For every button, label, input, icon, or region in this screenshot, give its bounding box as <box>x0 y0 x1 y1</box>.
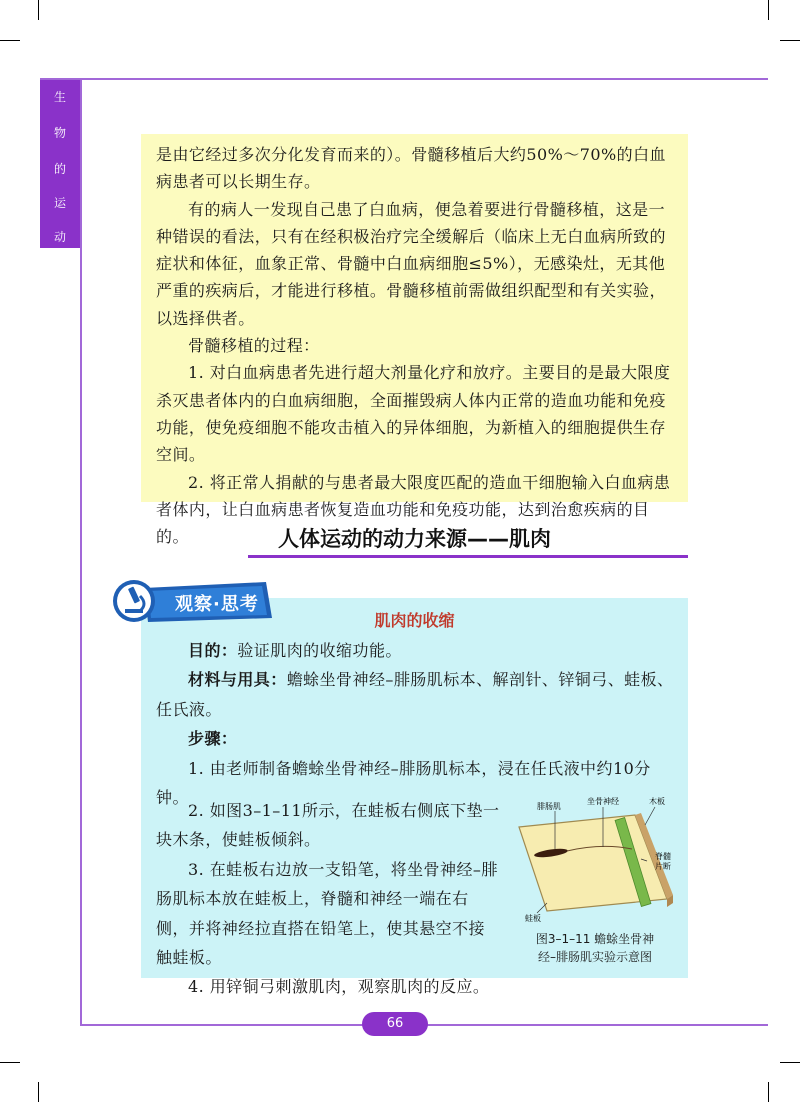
side-tab-char: 生 <box>53 90 66 104</box>
side-tab-char: 动 <box>53 230 66 244</box>
side-tab-char: 的 <box>53 162 66 176</box>
figure-caption-line: 图3–1–11 蟾蜍坐骨神 <box>535 932 655 946</box>
crop-mark <box>780 40 800 41</box>
step-1: 1. 由老师制备蟾蜍坐骨神经–腓肠肌标本，浸在任氏液中约10分钟。 <box>156 758 651 808</box>
purpose-label: 目的： <box>188 641 238 660</box>
label-nerve: 坐骨神经 <box>587 797 619 806</box>
section-title: 人体运动的动力来源——肌肉 <box>278 527 551 551</box>
bone-marrow-text <box>156 141 676 550</box>
label-spine: 脊髓 <box>655 852 671 861</box>
steps-label: 步骤： <box>188 729 238 749</box>
paragraph: 2. 将正常人捐献的与患者最大限度匹配的造血干细胞输入白血病患者体内，让白血病患者恢复造血功能和免疫功能，达到治愈疾病的目的。 <box>156 472 671 547</box>
crop-mark <box>768 0 769 20</box>
frame-left-line <box>80 78 82 1026</box>
materials-text: 蟾蜍坐骨神经–腓肠肌标本、解剖针、锌铜弓、蛙板、任氏液。 <box>156 670 674 719</box>
step-4: 4. 用锌铜弓刺激肌肉，观察肌肉的反应。 <box>188 977 490 997</box>
activity-text-bottom <box>156 796 500 1002</box>
crop-mark <box>38 1082 39 1102</box>
step-2: 2. 如图3–1–11所示，在蛙板右侧底下垫一块木条，使蛙板倾斜。 <box>156 801 500 850</box>
figure-caption-line: 经–腓肠肌实验示意图 <box>537 950 652 964</box>
crop-mark <box>0 40 20 41</box>
page-number: 66 <box>362 1012 428 1036</box>
step-3: 3. 在蛙板右边放一支铅笔，将坐骨神经–腓肠肌标本放在蛙板上，脊髓和神经一端在右侧，并将神经拉直搭在铅笔上，使其悬空不接触蛙板。 <box>156 859 498 968</box>
paragraph: 骨髓移植的过程： <box>188 336 320 356</box>
crop-mark <box>768 1082 769 1102</box>
label-spine-segment: 片断 <box>655 862 671 871</box>
crop-mark <box>38 0 39 20</box>
purpose-text: 验证肌肉的收缩功能。 <box>237 641 402 660</box>
paragraph: 有的病人一发现自己患了白血病，便急着要进行骨髓移植，这是一种错误的看法，只有在经积极治疗完全缓解后（临床上无白血病所致的症状和体征，血象正常、骨髓中白血病细胞≤5%），无感染灶，无其他严重的疾病后，才能进行移植。骨髓移植前需做组织配型和有关实验，以选择供者。 <box>156 199 666 328</box>
materials-line <box>156 665 676 724</box>
observe-badge-label: 观察·思考 <box>175 594 259 615</box>
experiment-diagram <box>507 795 682 923</box>
paragraph: 是由它经过多次分化发育而来的）。骨髓移植后大约50%～70%的白血病患者可以长期生存。 <box>156 145 666 192</box>
activity-text-top <box>156 636 676 812</box>
section-title-underline <box>248 555 688 558</box>
label-board: 蛙板 <box>525 914 541 923</box>
crop-mark <box>0 1062 20 1063</box>
label-muscle: 腓肠肌 <box>537 802 561 811</box>
frame-top-line <box>40 78 768 80</box>
side-tab-char: 运 <box>53 196 66 210</box>
crop-mark <box>780 1062 800 1063</box>
figure-caption <box>505 930 685 966</box>
purpose-line <box>156 636 676 665</box>
materials-label: 材料与用具： <box>188 670 287 690</box>
label-wood: 木板 <box>649 797 665 806</box>
paragraph: 1. 对白血病患者先进行超大剂量化疗和放疗。主要目的是最大限度杀灭患者体内的白血病细胞，全面摧毁病人体内正常的造血功能和免疫功能，使免疫细胞不能攻击植入的异体细胞，为新植入的细胞提供生存空间。 <box>156 363 671 465</box>
chapter-side-tab <box>40 80 80 248</box>
steps-line <box>156 724 676 753</box>
activity-subtitle: 肌肉的收缩 <box>374 611 455 630</box>
side-tab-char: 物 <box>53 126 66 140</box>
